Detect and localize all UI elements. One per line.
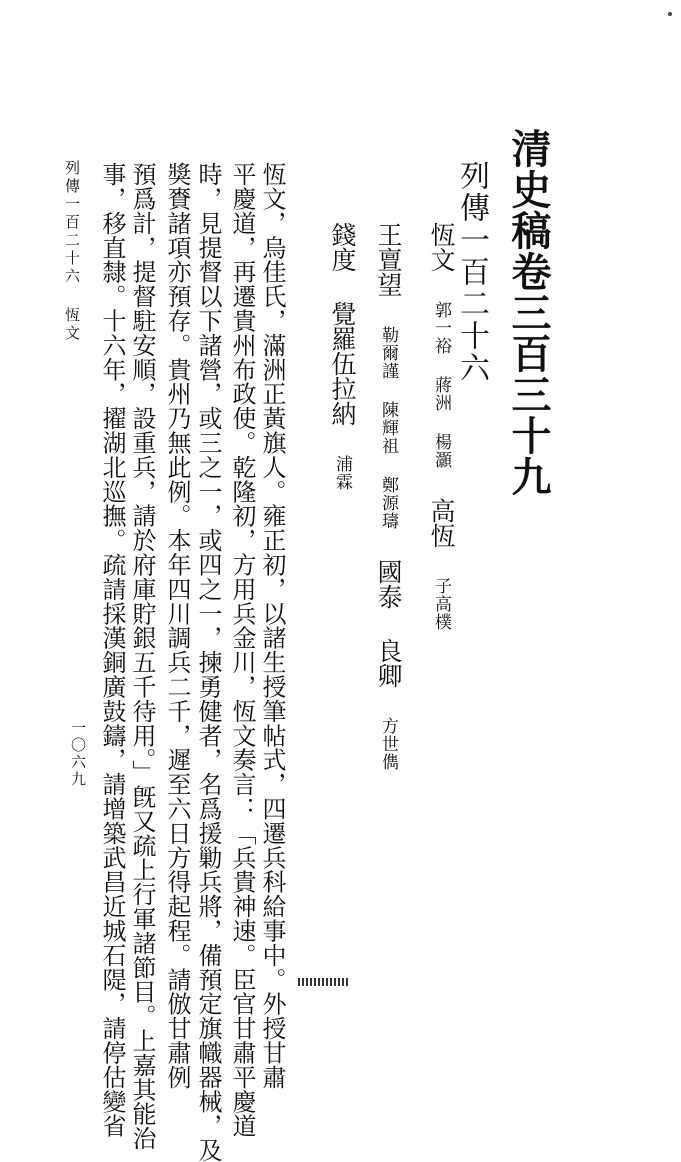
roster-sub-name: 郭一裕 [431,301,451,355]
roster-sub-name: 楊灝 [431,433,451,469]
page-number: 一〇六九 [69,720,87,788]
body-text-column: 獎賚諸項亦預存。貴州乃無此例。本年四川調兵二千，遲至六日方得起程。請倣甘肅例 [163,162,191,1090]
scan-footer-mark [298,978,350,986]
roster-name: 恆文 [427,222,456,272]
running-head-text: 列傳一百二十六 [63,160,81,286]
body-text-column: 恆文，烏佳氏，滿洲正黃旗人。雍正初，以諸生授筆帖式，四遷兵科給事中。外授甘肅 [258,162,286,1090]
roster-sub-name: 子高樸 [431,577,451,631]
scan-speck [668,12,672,16]
roster-name: 高恆 [427,498,456,548]
chapter-title: 列傳一百二十六 [454,160,489,384]
body-text-column: 平慶道，再遷貴州布政使。乾隆初，方用兵金川，恆文奏言：「兵貴神速。臣官甘肅平慶道 [228,162,256,1138]
roster-sub-name: 陳輝祖 [378,401,398,455]
running-head [64,160,95,343]
roster-entry [376,638,406,771]
roster-sub-name: 勒爾謹 [378,326,398,380]
roster-sub-name: 浦霖 [332,455,352,491]
roster-name: 國泰 [374,559,403,609]
roster-column-3 [304,222,360,491]
roster-name: 良卿 [374,638,403,688]
roster-sub-name: 方世儁 [378,717,398,771]
roster-entry [376,559,401,609]
roster-name: 王亶望 [374,222,403,297]
roster-entry [429,222,459,469]
volume-title: 清史稿卷三百三十九 [505,128,552,497]
roster-column-1 [403,222,459,631]
body-text-column: 時，見提督以下諸營，或三之一，或四之一，揀勇健者，名爲援勦兵將，備預定旗幟器械，及 [194,162,222,1162]
roster-entry [330,301,360,491]
body-text-column: 預爲計，提督駐安順，設重兵，請於府庫貯銀五千待用。」旣又疏上行軍諸節目。上嘉其能治 [128,162,156,1151]
roster-entry [376,222,406,530]
roster-name: 錢度 [328,222,357,272]
roster-sub-name: 鄭源璹 [378,476,398,530]
roster-name: 覺羅伍拉納 [328,301,357,426]
roster-entry [429,498,459,631]
roster-sub-name: 蔣洲 [431,376,451,412]
body-text-column: 事，移直隸。十六年，擢湖北巡撫。疏請採漢銅廣鼓鑄，請增築武昌近城石隄，請停估變省 [98,162,126,1138]
roster-entry [330,222,355,272]
running-head-name: 恆文 [63,307,81,343]
